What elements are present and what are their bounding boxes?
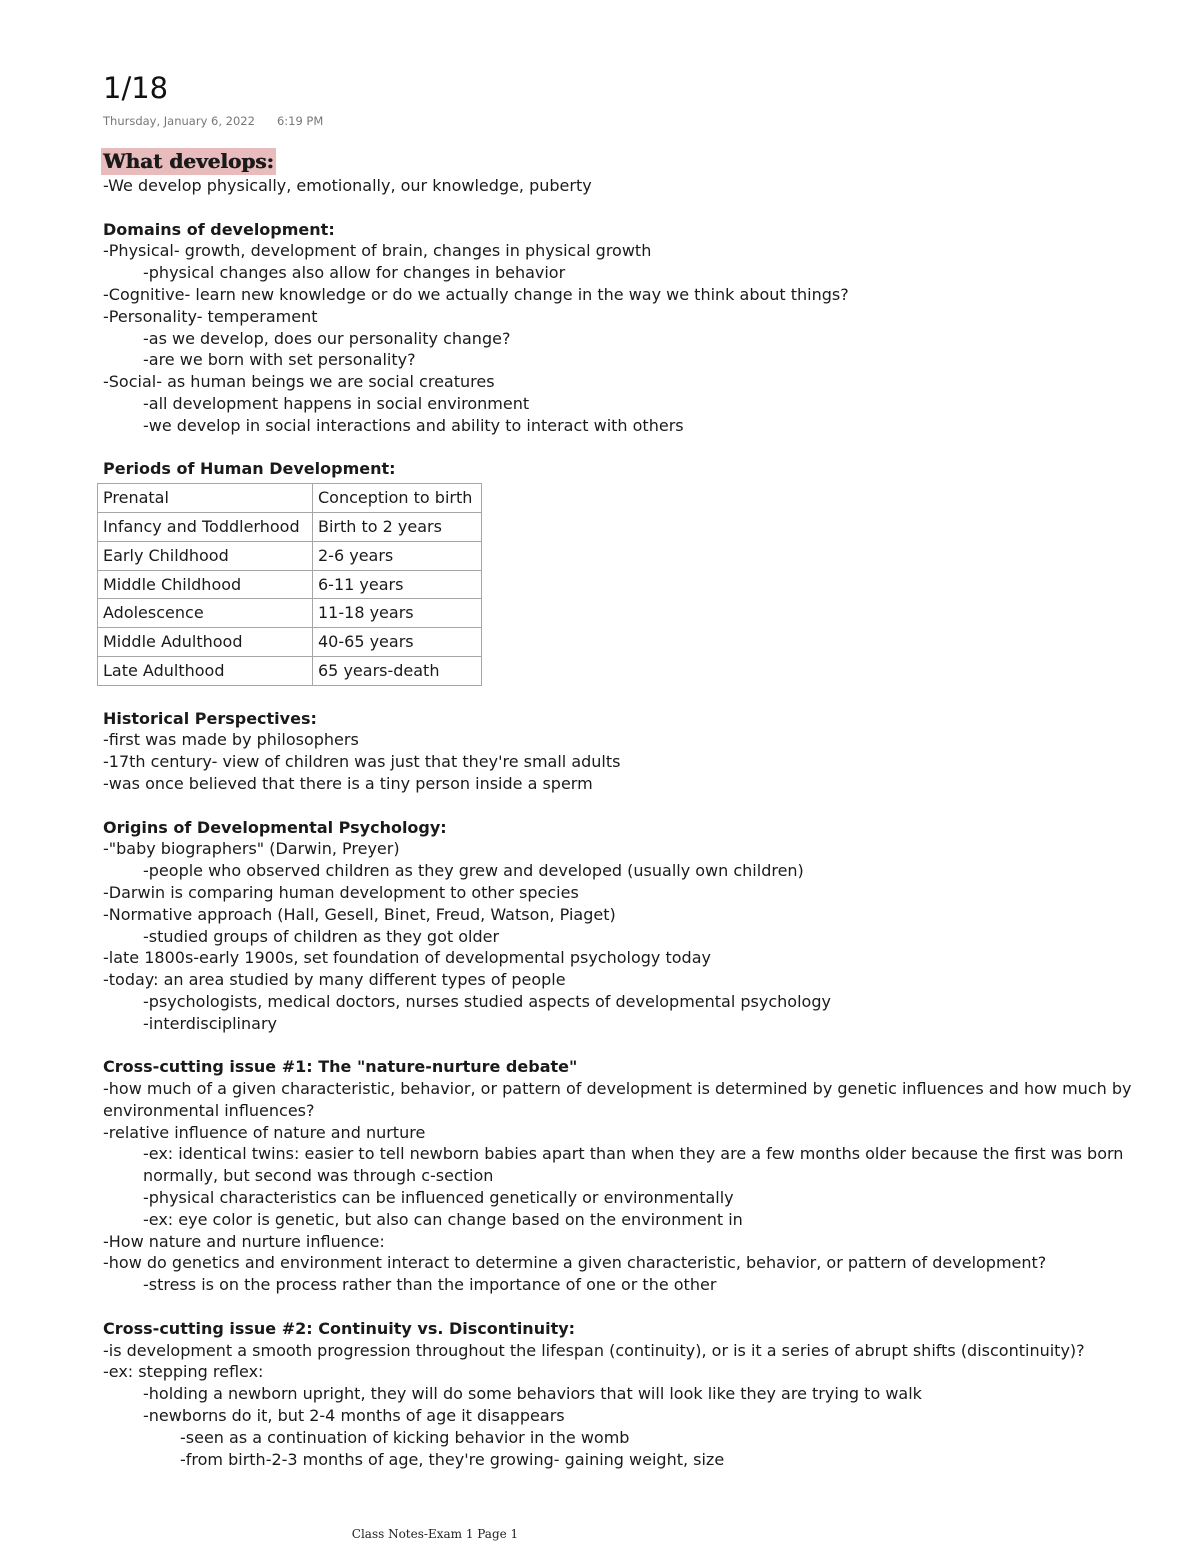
list-item: -psychologists, medical doctors, nurses studied aspects of developmental psychology [143, 991, 831, 1011]
table-cell: Prenatal [98, 484, 313, 513]
list-item: -17th century- view of children was just that they're small adults [103, 752, 621, 772]
periods-section [103, 458, 1163, 685]
list-item: -we develop in social interactions and ability to interact with others [143, 415, 684, 435]
list-item: -"baby biographers" (Darwin, Preyer) [103, 839, 400, 859]
list-item: -ex: stepping reflex: [103, 1362, 264, 1382]
list-item: -physical changes also allow for changes in behavior [143, 263, 566, 283]
list-item: -first was made by philosophers [103, 730, 359, 750]
list-item: -Normative approach (Hall, Gesell, Binet, Freud, Watson, Piaget) [103, 904, 616, 924]
page-title: 1/18 [103, 71, 169, 105]
section-heading: Origins of Developmental Psychology: [103, 817, 447, 837]
table-row [98, 656, 482, 685]
page-footer: Class Notes-Exam 1 Page 1 [351, 1527, 519, 1541]
list-item: -people who observed children as they grew and developed (usually own children) [143, 861, 804, 881]
intro-line: -We develop physically, emotionally, our knowledge, puberty [103, 176, 592, 195]
table-cell: Conception to birth [313, 484, 482, 513]
nature-nurture-section [103, 1056, 1163, 1296]
highlighted-heading: What develops: [103, 149, 274, 173]
note-date: Thursday, January 6, 2022 [103, 114, 255, 128]
continuity-section [103, 1318, 1163, 1471]
historical-section [103, 708, 1163, 795]
table-cell: 65 years-death [313, 656, 482, 685]
list-item: -studied groups of children as they got older [143, 926, 500, 946]
section-heading: Cross-cutting issue #1: The "nature-nurture debate" [103, 1057, 578, 1077]
table-cell: Late Adulthood [98, 656, 313, 685]
list-item: -are we born with set personality? [143, 350, 416, 370]
table-cell: 11-18 years [313, 599, 482, 628]
table-cell: Birth to 2 years [313, 512, 482, 541]
table-row [98, 628, 482, 657]
section-heading: Historical Perspectives: [103, 708, 317, 728]
list-item: -is development a smooth progression throughout the lifespan (continuity), or is it a series of abrupt shifts (discontinuity)? [103, 1340, 1085, 1360]
list-item: -ex: identical twins: easier to tell newborn babies apart than when they are a few months older because the first was born normally, but second was through c-section [143, 1144, 1124, 1186]
periods-table [97, 483, 482, 686]
section-heading: Domains of development: [103, 219, 335, 239]
table-cell: 2-6 years [313, 541, 482, 570]
list-item: -how much of a given characteristic, behavior, or pattern of development is determined by genetic influences and how much by environmental influences? [103, 1079, 1132, 1120]
list-item: -today: an area studied by many different types of people [103, 970, 566, 990]
table-cell: Early Childhood [98, 541, 313, 570]
list-item: -late 1800s-early 1900s, set foundation of developmental psychology today [103, 948, 711, 968]
list-item: -Cognitive- learn new knowledge or do we actually change in the way we think about things? [103, 284, 849, 304]
list-item: -Darwin is comparing human development to other species [103, 882, 579, 902]
list-item: -all development happens in social environment [143, 393, 530, 413]
list-item: -seen as a continuation of kicking behavior in the womb [180, 1427, 630, 1447]
table-row [98, 484, 482, 513]
origins-section [103, 817, 1163, 1035]
list-item: -newborns do it, but 2-4 months of age it disappears [143, 1406, 565, 1426]
table-row [98, 541, 482, 570]
list-item: -holding a newborn upright, they will do some behaviors that will look like they are trying to walk [143, 1384, 922, 1404]
section-heading: Cross-cutting issue #2: Continuity vs. Discontinuity: [103, 1318, 576, 1338]
table-row [98, 512, 482, 541]
list-item: -physical characteristics can be influenced genetically or environmentally [143, 1188, 734, 1208]
list-item: -as we develop, does our personality change? [143, 328, 511, 348]
list-item: -ex: eye color is genetic, but also can change based on the environment in [143, 1209, 743, 1229]
list-item: -interdisciplinary [143, 1013, 277, 1033]
list-item: -relative influence of nature and nurture [103, 1122, 426, 1142]
table-row [98, 570, 482, 599]
note-body [103, 148, 1163, 1470]
domains-section [103, 219, 1163, 437]
table-row [98, 599, 482, 628]
list-item: -Social- as human beings we are social creatures [103, 372, 495, 392]
note-time: 6:19 PM [276, 114, 324, 128]
list-item: -how do genetics and environment interact to determine a given characteristic, behavior, or pattern of development? [103, 1253, 1047, 1273]
table-cell: Infancy and Toddlerhood [98, 512, 313, 541]
table-cell: 40-65 years [313, 628, 482, 657]
list-item: -stress is on the process rather than the importance of one or the other [143, 1275, 717, 1295]
list-item: -was once believed that there is a tiny person inside a sperm [103, 773, 593, 793]
note-timestamp [103, 114, 323, 128]
list-item: -How nature and nurture influence: [103, 1231, 385, 1251]
table-cell: Middle Childhood [98, 570, 313, 599]
list-item: -Physical- growth, development of brain, changes in physical growth [103, 241, 652, 261]
table-cell: Adolescence [98, 599, 313, 628]
section-heading: Periods of Human Development: [103, 459, 396, 479]
table-cell: Middle Adulthood [98, 628, 313, 657]
list-item: -from birth-2-3 months of age, they're growing- gaining weight, size [180, 1449, 725, 1469]
list-item: -Personality- temperament [103, 306, 318, 326]
table-cell: 6-11 years [313, 570, 482, 599]
